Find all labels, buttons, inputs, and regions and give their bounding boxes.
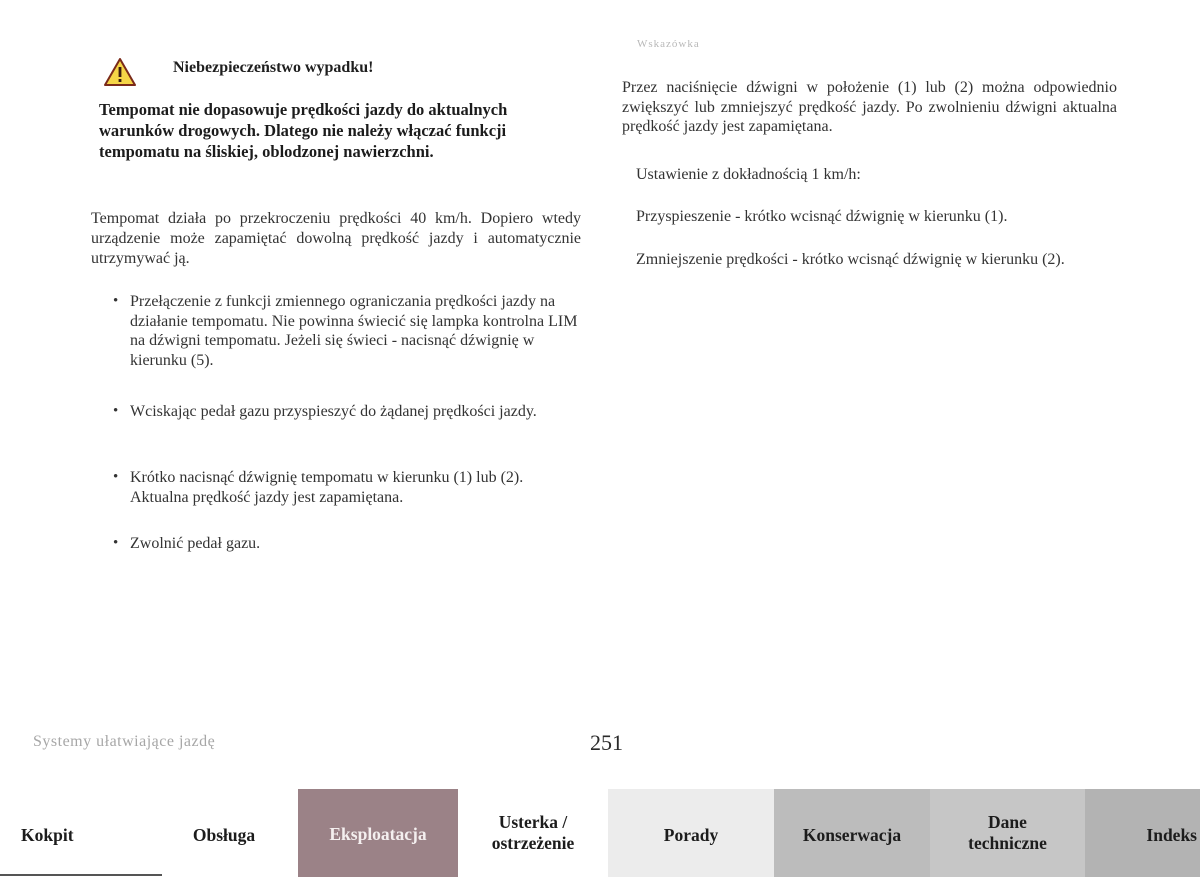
tab-label-line2: techniczne — [968, 833, 1047, 853]
tab-label-line1: Dane — [988, 812, 1027, 832]
note-heading: Wskazówka — [637, 38, 700, 50]
note-line: Zmniejszenie prędkości - krótko wcisnąć dźwignię w kierunku (2). — [636, 251, 1065, 268]
tab-label: Konserwacja — [802, 824, 902, 845]
tab-konserwacja[interactable] — [774, 789, 930, 877]
tab-label-line1: Usterka / — [498, 812, 568, 832]
tab-label: Indeks — [1146, 824, 1197, 845]
tab-label — [968, 812, 1047, 854]
tab-label-line2: ostrzeżenie — [491, 833, 575, 853]
warning-header — [103, 57, 583, 87]
note-line: Przyspieszenie - krótko wcisnąć dźwignię w kierunku (1). — [636, 208, 1008, 225]
warning-title: Niebezpieczeństwo wypadku! — [173, 59, 374, 76]
instruction-list — [113, 292, 583, 554]
tab-label: Porady — [663, 824, 719, 845]
tab-label — [492, 812, 575, 854]
tab-obsluga[interactable] — [150, 789, 298, 877]
warning-text: Tempomat nie dopasowuje prędkości jazdy do aktualnych warunków drogowych. Dlatego nie należy włączać funkcji tempomatu na śliskiej, oblodzonej nawierzchni. — [99, 99, 584, 162]
warning-triangle-icon — [103, 57, 137, 87]
chapter-nav — [0, 789, 1200, 877]
list-item: • Krótko nacisnąć dźwignię tempomatu w kierunku (1) lub (2). Aktualna prędkość jazdy jest zapamiętana. — [113, 468, 583, 534]
tab-usterka-ostrzezenie[interactable] — [458, 789, 608, 877]
note-line: Ustawienie z dokładnością 1 km/h: — [636, 166, 861, 183]
tab-dane-techniczne[interactable] — [930, 789, 1085, 877]
page-number: 251 — [590, 730, 623, 755]
tab-label: Obsługa — [192, 824, 256, 845]
tab-label: Kokpit — [21, 824, 74, 845]
tab-porady[interactable] — [608, 789, 774, 877]
list-item: • Przełączenie z funkcji zmiennego ograniczania prędkości jazdy na działanie tempomatu. Nie powinna świecić się lampka kontrolna LIM na dźwigni tempomatu. Jeżeli się świeci - nacisnąć dźwignię w kierunku (5). — [113, 292, 583, 402]
tab-kokpit[interactable] — [0, 789, 150, 877]
tab-label: Eksploatacja — [329, 823, 427, 844]
tab-eksploatacja[interactable] — [298, 789, 458, 877]
list-item: • Zwolnić pedał gazu. — [113, 534, 583, 554]
intro-paragraph: Tempomat działa po przekroczeniu prędkości 40 km/h. Dopiero wtedy urządzenie może zapamiętać dowolną prędkość jazdy i automatycznie utrzymywać ją. — [91, 210, 581, 267]
tab-indeks[interactable] — [1085, 789, 1200, 877]
nav-underline — [0, 874, 162, 876]
note-paragraph: Przez naciśnięcie dźwigni w położenie (1) lub (2) można odpowiednio zwiększyć lub zmniejszyć prędkość jazdy. Po zwolnieniu dźwigni aktualna prędkość jazdy jest zapamiętana. — [622, 79, 1117, 135]
section-name: Systemy ułatwiające jazdę — [33, 733, 216, 750]
list-item: • Wciskając pedał gazu przyspieszyć do żądanej prędkości jazdy. — [113, 402, 583, 468]
